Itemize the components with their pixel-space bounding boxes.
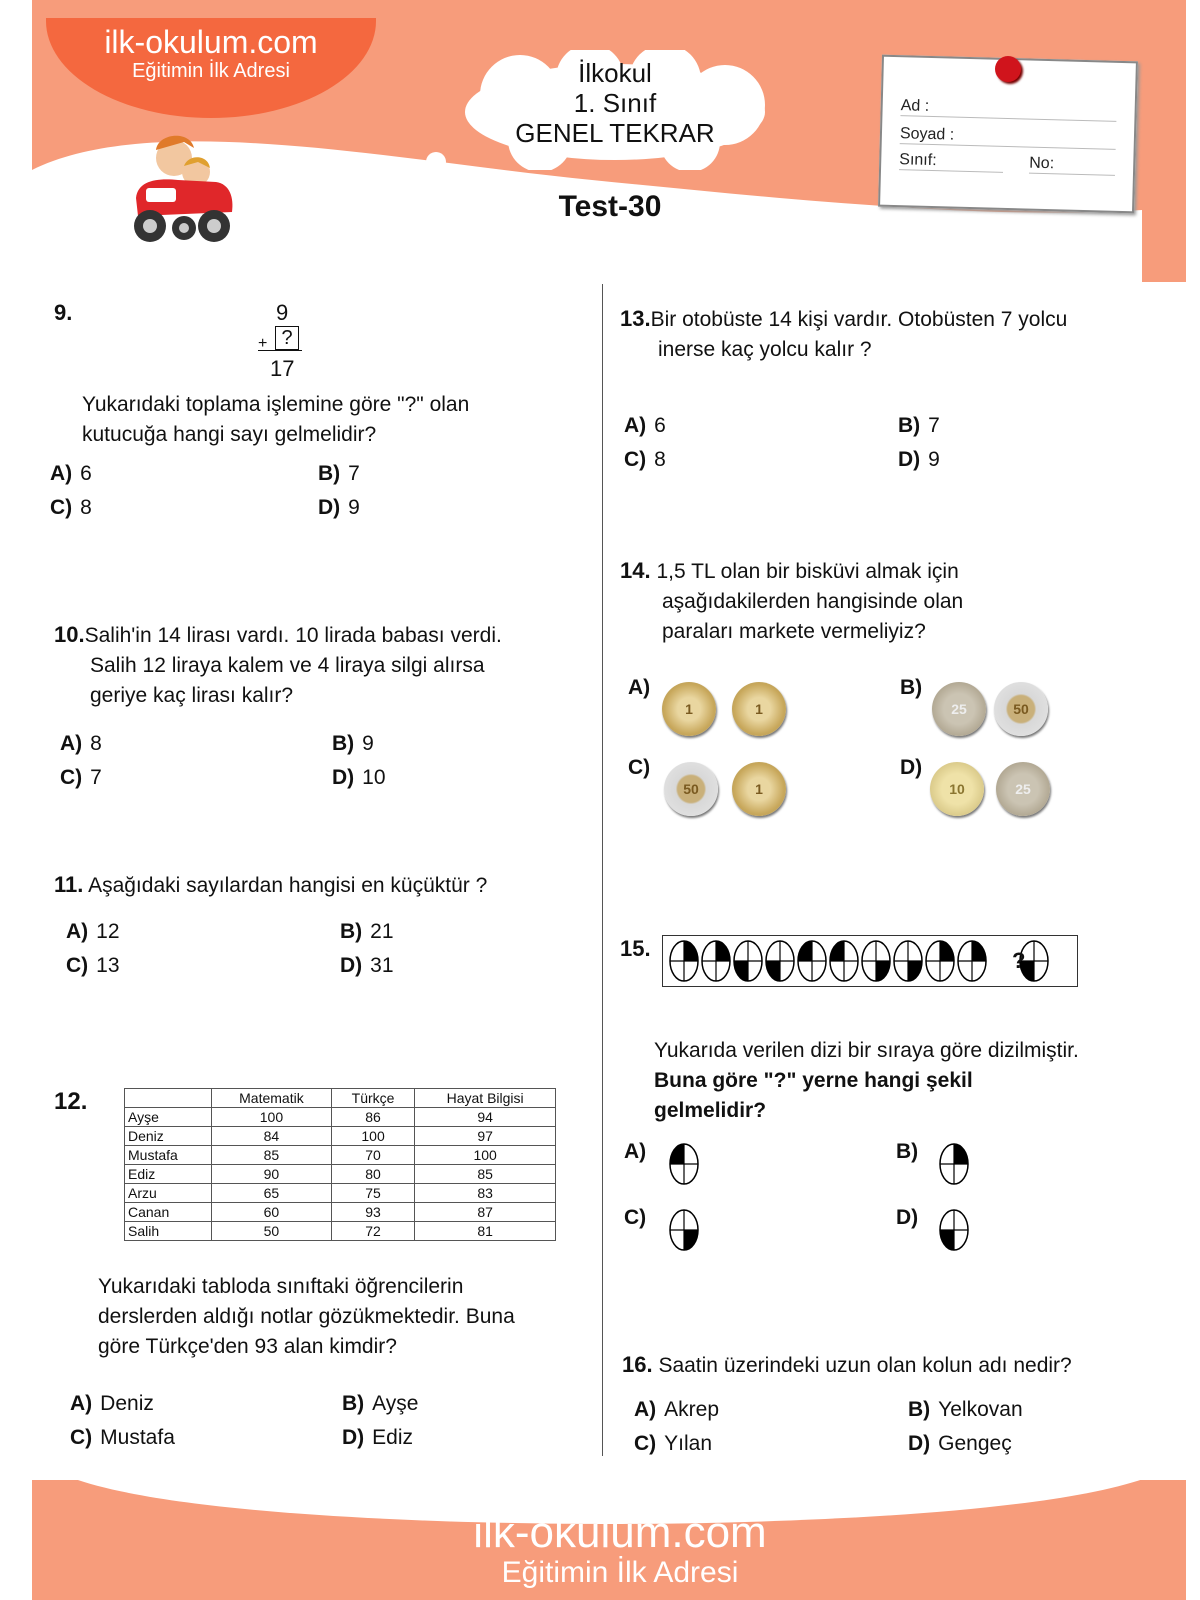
table-cell: 85: [212, 1146, 332, 1165]
coin-1tl-icon: 1: [732, 682, 786, 736]
q15-option-b[interactable]: [896, 1140, 926, 1164]
q9-text-line1: Yukarıdaki toplama işlemine göre "?" olan: [82, 393, 470, 416]
coin-50kr-icon: 50: [664, 762, 718, 816]
q10-option-c[interactable]: [60, 766, 102, 790]
table-cell: 50: [212, 1222, 332, 1241]
q12-option-a[interactable]: [70, 1392, 154, 1416]
coin-50kr-icon: 50: [994, 682, 1048, 736]
table-cell: 94: [415, 1108, 556, 1127]
q9-result: 17: [270, 356, 295, 381]
q14-number: 14.: [620, 558, 651, 583]
q13-option-b[interactable]: [898, 414, 940, 438]
q9-plus-sign: +: [258, 335, 268, 352]
q13-option-d-label: D): [898, 448, 921, 471]
q12-option-c[interactable]: [70, 1426, 175, 1450]
q14-option-b[interactable]: [900, 676, 930, 700]
q16-option-c-value: Yılan: [664, 1432, 713, 1455]
q10-text-line2: Salih 12 liraya kalem ve 4 liraya silgi alırsa: [90, 654, 485, 677]
q11-option-b-label: B): [340, 920, 363, 943]
q15-option-d-label: D): [896, 1206, 919, 1229]
q13-text-line2: inerse kaç yolcu kalır ?: [658, 338, 872, 361]
q13-option-a-label: A): [624, 414, 647, 437]
q12-option-d-value: Ediz: [372, 1426, 414, 1449]
q16-option-d-label: D): [908, 1432, 931, 1455]
q16-text: Saatin üzerindeki uzun olan kolun adı nedir?: [658, 1354, 1072, 1377]
car-cartoon-icon: [128, 128, 238, 252]
table-header-row: [125, 1089, 556, 1108]
table-cell: 100: [331, 1127, 414, 1146]
table-cell: 75: [331, 1184, 414, 1203]
cloud-line-1: İlkokul: [578, 58, 652, 88]
card-sinif-label[interactable]: Sınıf:: [899, 151, 1003, 173]
q11-number: 11.: [54, 872, 84, 897]
q9-option-a-value: 6: [80, 462, 92, 485]
q10-option-a-value: 8: [90, 732, 102, 755]
q12-option-b[interactable]: [342, 1392, 418, 1416]
q9-option-b-label: B): [318, 462, 341, 485]
q13-option-c-value: 8: [654, 448, 666, 471]
quarter-circle-option-d-icon: [938, 1208, 970, 1252]
table-cell: 83: [415, 1184, 556, 1203]
q9-option-d-value: 9: [348, 496, 360, 519]
brand-site: ilk-okulum.com: [104, 24, 318, 60]
q13-option-c-label: C): [624, 448, 647, 471]
table-cell: 90: [212, 1165, 332, 1184]
q14-option-a[interactable]: [628, 676, 658, 700]
q15-option-c-label: C): [624, 1206, 647, 1229]
sequence-question-mark: ?: [1012, 948, 1026, 973]
q12-number: 12.: [54, 1088, 88, 1115]
q10-text-line3: geriye kaç lirası kalır?: [90, 684, 294, 707]
coin-25kr-icon: 25: [932, 682, 986, 736]
q16-option-a-label: A): [634, 1398, 657, 1421]
q14-text-line2: aşağıdakilerden hangisinde olan: [662, 590, 964, 613]
q11-text: Aşağıdaki sayılardan hangisi en küçüktür ?: [88, 874, 488, 897]
q9-unknown-box: ?: [275, 326, 299, 350]
test-title: Test-30: [558, 190, 662, 223]
q11-option-c-label: C): [66, 954, 89, 977]
q10-option-a-label: A): [60, 732, 83, 755]
brand-tagline: Eğitimin İlk Adresi: [132, 60, 290, 82]
q11-option-b[interactable]: [340, 920, 394, 944]
pushpin-icon: [995, 56, 1021, 82]
q9-text-line2: kutucuğa hangi sayı gelmelidir?: [82, 423, 377, 446]
q11-option-a[interactable]: [66, 920, 120, 944]
q11-option-d[interactable]: [340, 954, 394, 978]
table-cell: Ediz: [125, 1165, 212, 1184]
q10-option-c-value: 7: [90, 766, 102, 789]
quarter-circle-option-a-icon: [668, 1142, 700, 1186]
table-cell: 100: [415, 1146, 556, 1165]
q14-option-a-label: A): [628, 676, 651, 699]
q12-option-d-label: D): [342, 1426, 365, 1449]
q11-option-b-value: 21: [370, 920, 394, 943]
q12-option-b-label: B): [342, 1392, 365, 1415]
q9-option-a-label: A): [50, 462, 73, 485]
q12-text-line2: derslerden aldığı notlar gözükmektedir. Buna: [98, 1305, 515, 1328]
q12-option-b-value: Ayşe: [372, 1392, 419, 1415]
q16-option-a[interactable]: [634, 1398, 719, 1422]
q15-text-line3: gelmelidir?: [654, 1099, 767, 1122]
table-row: [125, 1108, 556, 1127]
q13-option-b-label: B): [898, 414, 921, 437]
table-row: [125, 1222, 556, 1241]
table-cell: 81: [415, 1222, 556, 1241]
q12-option-a-label: A): [70, 1392, 93, 1415]
q10-option-b[interactable]: [332, 732, 374, 756]
table-row: [125, 1165, 556, 1184]
q11-option-d-value: 31: [370, 954, 394, 977]
q16-option-d[interactable]: [908, 1432, 1012, 1456]
table-header-cell: Türkçe: [331, 1089, 414, 1108]
q9-option-c-label: C): [50, 496, 73, 519]
q15-option-b-label: B): [896, 1140, 919, 1163]
q9-top-number: 9: [276, 300, 289, 325]
table-cell: 84: [212, 1127, 332, 1146]
q11-option-a-value: 12: [96, 920, 120, 943]
q13-option-a[interactable]: [624, 414, 666, 438]
q9-option-b-value: 7: [348, 462, 360, 485]
table-cell: Arzu: [125, 1184, 212, 1203]
table-cell: 65: [212, 1184, 332, 1203]
table-cell: 60: [212, 1203, 332, 1222]
table-row: [125, 1127, 556, 1146]
card-ad-label[interactable]: Ad :: [900, 97, 1116, 122]
q10-option-b-value: 9: [362, 732, 374, 755]
quarter-circle-option-c-icon: [668, 1208, 700, 1252]
card-no-label[interactable]: No:: [1029, 155, 1115, 176]
cloud-line-2: 1. Sınıf: [573, 88, 657, 118]
card-soyad-label[interactable]: Soyad :: [900, 125, 1116, 150]
q12-option-c-value: Mustafa: [100, 1426, 175, 1449]
q12-text-line3: göre Türkçe'den 93 alan kimdir?: [98, 1335, 397, 1358]
q9-option-c-value: 8: [80, 496, 92, 519]
thought-bubbles: [236, 150, 456, 220]
coin-10kr-icon: 10: [930, 762, 984, 816]
q9-option-c[interactable]: [50, 496, 92, 520]
q13-text-line1: Bir otobüste 14 kişi vardır. Otobüsten 7 yolcu: [650, 308, 1068, 331]
footer-tagline: Eğitimin İlk Adresi: [501, 1556, 739, 1589]
q13-option-a-value: 6: [654, 414, 666, 437]
q12-option-d[interactable]: [342, 1426, 413, 1450]
q11-option-a-label: A): [66, 920, 89, 943]
cloud-line-3: GENEL TEKRAR: [515, 118, 715, 148]
grades-table: [124, 1088, 556, 1241]
q12-text-line1: Yukarıdaki tabloda sınıftaki öğrencilerin: [98, 1275, 464, 1298]
table-header-cell: Hayat Bilgisi: [415, 1089, 556, 1108]
coin-1tl-icon: 1: [732, 762, 786, 816]
q10-text-line1: Salih'in 14 lirası vardı. 10 lirada babası verdi.: [84, 624, 502, 647]
q11-option-c[interactable]: [66, 954, 120, 978]
q16-option-b-label: B): [908, 1398, 931, 1421]
q10-option-d-label: D): [332, 766, 355, 789]
q15-option-a[interactable]: [624, 1140, 654, 1164]
q13-number: 13.: [620, 306, 651, 331]
q10-option-d-value: 10: [362, 766, 386, 789]
q16-option-d-value: Gengeç: [938, 1432, 1012, 1455]
q11-option-c-value: 13: [96, 954, 120, 977]
column-divider: [602, 284, 603, 1456]
table-cell: 72: [331, 1222, 414, 1241]
q14-option-d-label: D): [900, 756, 923, 779]
table-cell: 87: [415, 1203, 556, 1222]
coin-1tl-icon: 1: [662, 682, 716, 736]
q10-option-c-label: C): [60, 766, 83, 789]
q9-option-b[interactable]: [318, 462, 360, 486]
q14-option-c-label: C): [628, 756, 651, 779]
q10-option-d[interactable]: [332, 766, 386, 790]
q14-text-line3: paraları markete vermeliyiz?: [662, 620, 926, 643]
table-cell: Ayşe: [125, 1108, 212, 1127]
table-row: [125, 1184, 556, 1203]
table-cell: Deniz: [125, 1127, 212, 1146]
q12-option-a-value: Deniz: [100, 1392, 154, 1415]
table-cell: 80: [331, 1165, 414, 1184]
q10-option-a[interactable]: [60, 732, 102, 756]
q16-option-c-label: C): [634, 1432, 657, 1455]
table-cell: 70: [331, 1146, 414, 1165]
table-cell: 86: [331, 1108, 414, 1127]
q16-option-b[interactable]: [908, 1398, 1023, 1422]
q9-sum-line: [258, 350, 302, 351]
footer-site[interactable]: ilk-okulum.com: [473, 1508, 767, 1557]
coin-25kr-icon: 25: [996, 762, 1050, 816]
table-cell: 93: [331, 1203, 414, 1222]
table-cell: Canan: [125, 1203, 212, 1222]
q15-text-line1: Yukarıda verilen dizi bir sıraya göre dizilmiştir.: [654, 1039, 1079, 1062]
cloud-title: [470, 58, 760, 148]
q16-number: 16.: [622, 1352, 653, 1377]
q16-option-c[interactable]: [634, 1432, 712, 1456]
q13-option-d[interactable]: [898, 448, 940, 472]
table-row: [125, 1146, 556, 1165]
q9-option-a[interactable]: [50, 462, 92, 486]
q15-option-a-label: A): [624, 1140, 647, 1163]
table-cell: 85: [415, 1165, 556, 1184]
q12-option-c-label: C): [70, 1426, 93, 1449]
q9-option-d-label: D): [318, 496, 341, 519]
q14-text-line1: 1,5 TL olan bir bisküvi almak için: [656, 560, 959, 583]
table-cell: 100: [212, 1108, 332, 1127]
q13-option-c[interactable]: [624, 448, 666, 472]
quarter-circle-option-b-icon: [938, 1142, 970, 1186]
table-header-cell: [125, 1089, 212, 1108]
q15-number: 15.: [620, 936, 651, 961]
q9-option-d[interactable]: [318, 496, 360, 520]
q10-option-b-label: B): [332, 732, 355, 755]
q15-text-line2: Buna göre "?" yerne hangi şekil: [654, 1069, 973, 1092]
q14-option-b-label: B): [900, 676, 923, 699]
table-cell: 97: [415, 1127, 556, 1146]
q14-option-c[interactable]: [628, 756, 658, 780]
q15-option-d[interactable]: [896, 1206, 926, 1230]
table-cell: Salih: [125, 1222, 212, 1241]
q13-option-b-value: 7: [928, 414, 940, 437]
table-row: [125, 1203, 556, 1222]
q13-option-d-value: 9: [928, 448, 940, 471]
q14-option-d[interactable]: [900, 756, 930, 780]
q11-option-d-label: D): [340, 954, 363, 977]
q10-number: 10.: [54, 622, 85, 647]
q16-option-b-value: Yelkovan: [938, 1398, 1023, 1421]
table-header-cell: Matematik: [212, 1089, 332, 1108]
table-cell: Mustafa: [125, 1146, 212, 1165]
q9-number: 9.: [54, 300, 73, 325]
q15-option-c[interactable]: [624, 1206, 654, 1230]
q16-option-a-value: Akrep: [664, 1398, 720, 1421]
